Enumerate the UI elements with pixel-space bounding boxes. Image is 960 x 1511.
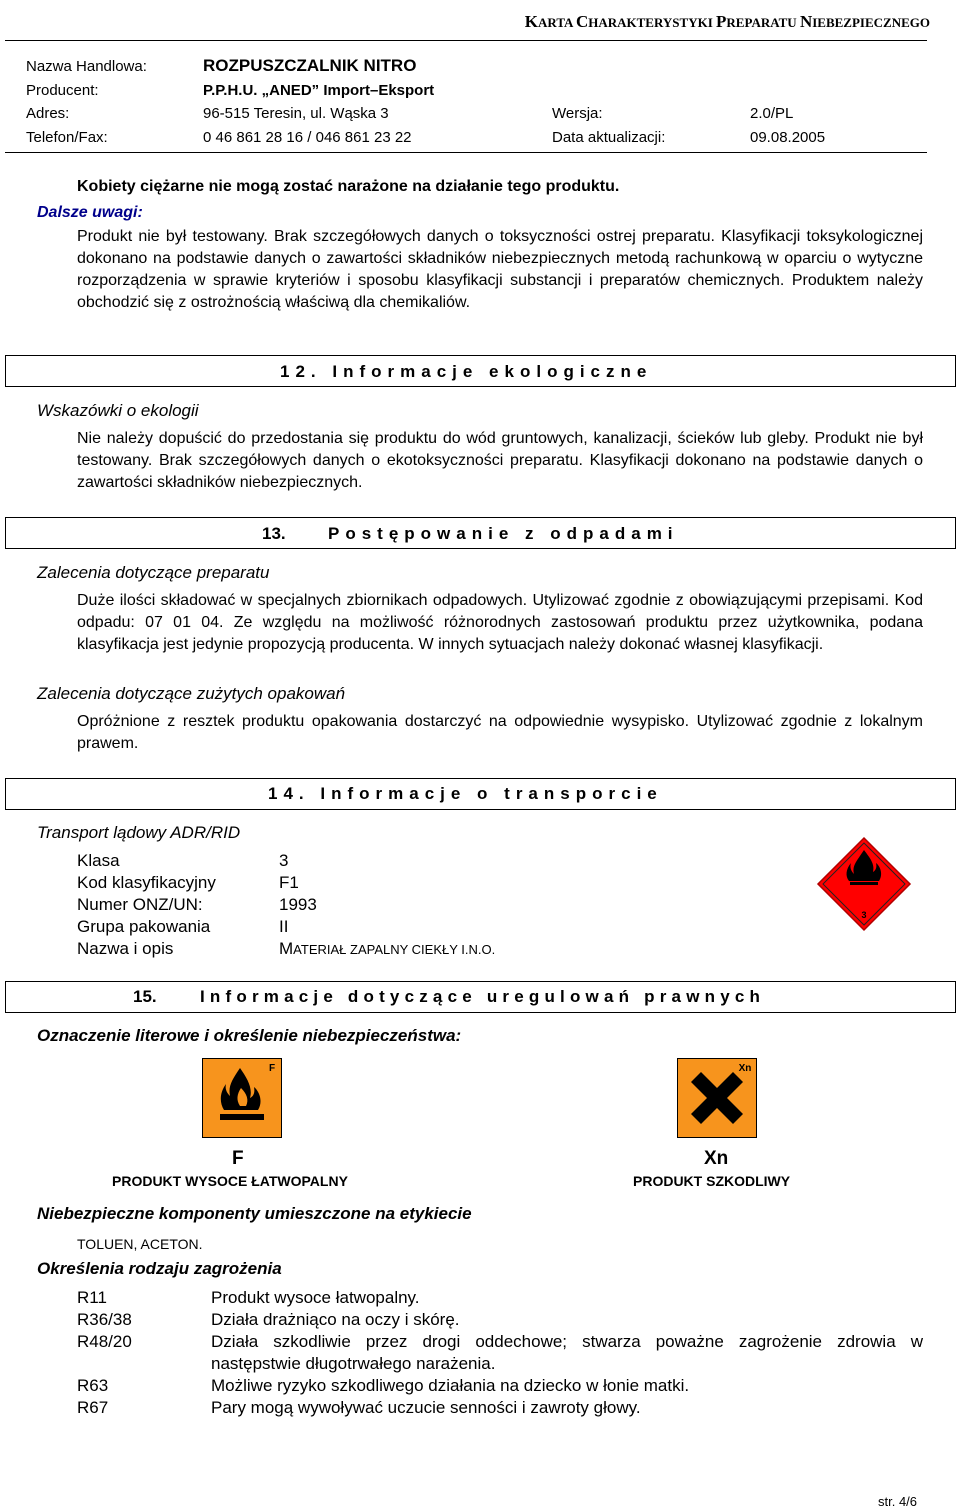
section-15-title: Informacje dotyczące uregulowań prawnych [200,987,766,1006]
phone-label: Telefon/Fax: [26,129,108,146]
section-13-subheading-2: Zalecenia dotyczące zużytych opakowań [37,684,346,703]
section-12-title: 12. Informacje ekologiczne [280,362,653,381]
transport-label-class: Klasa [77,851,120,870]
label-components: TOLUEN, ACETON. [77,1236,203,1252]
transport-value-desc: MATERIAŁ ZAPALNY CIEKŁY I.N.O. [279,939,496,958]
flammable-placard-icon [816,836,912,932]
section-15-subheading-2: Niebezpieczne komponenty umieszczone na etykiecie [37,1204,472,1223]
header-rule-bottom [5,152,927,153]
section-13-text-2: Opróżnione z resztek produktu opakowania dostarczyć na odpowiednie wysypisko. Utylizować zgodnie z lokalnym prawem. [77,713,923,752]
section-14-title: 14. Informacje o transporcie [268,784,663,803]
section-15-subheading-1: Oznaczenie literowe i określenie niebezpieczeństwa: [37,1026,462,1045]
header-rule-top [5,40,927,41]
update-label: Data aktualizacji: [552,129,666,146]
address: 96-515 Teresin, ul. Wąska 3 [203,105,389,122]
placard-number: 3 [861,910,867,920]
transport-value-un: 1993 [279,895,317,914]
harmful-symbol-icon [677,1058,757,1138]
r-phrase-code: R48/20 [77,1332,132,1351]
transport-value-class: 3 [279,851,289,870]
section-13-subheading-1: Zalecenia dotyczące preparatu [37,563,270,582]
transport-value-code: F1 [279,873,299,892]
r-phrase-text: Działa drażniąco na oczy i skórę. [211,1310,460,1329]
further-notes-text: Produkt nie był testowany. Brak szczegółowych danych o toksyczności ostrej preparatu. Klasyfikacji toksykologicznej dokonano na podstawie danych o zawartości składników niebezpiecznych metodą rachunkową w oparciu o wytyczne rozporządzenia w sprawie kryteriów i sposobu klasyfikacji substancji i preparatów chemicznych. Produktem należy obchodzić się z ostrożnością właściwą dla chemikaliów. [77,228,923,311]
symbol-f-caption: PRODUKT WYSOCE ŁATWOPALNY [112,1173,348,1189]
transport-label-desc: Nazwa i opis [77,939,174,958]
transport-label-code: Kod klasyfikacyjny [77,873,216,892]
r-phrase-code: R11 [77,1288,107,1307]
section-15-subheading-3: Określenia rodzaju zagrożenia [37,1259,282,1278]
section-13-title: Postępowanie z odpadami [328,524,679,543]
symbol-xn-caption: PRODUKT SZKODLIWY [633,1173,791,1189]
r-phrase-code: R63 [77,1376,109,1395]
section-13-text-1: Duże ilości składować w specjalnych zbiornikach odpadowych. Utylizować zgodnie z obowiązującymi przepisami. Kod odpadu: 07 01 04. Ze względu na możliwość różnorodnych zastosowań produktu przez użytkownika, podana klasyfikacja jest jedynie propozycją producenta. W innych sytuacjach należy dokonać własnej klasyfikacji. [77,592,923,653]
highly-flammable-symbol-icon [202,1058,282,1138]
section-12-subheading: Wskazówki o ekologii [37,401,199,420]
producer-label: Producent: [26,82,99,99]
version-label: Wersja: [552,105,603,122]
transport-label-un: Numer ONZ/UN: [77,895,203,914]
producer: P.P.H.U. „ANED” Import–Eksport [203,82,435,99]
version: 2.0/PL [750,105,794,122]
document-title: KARTA CHARAKTERYSTYKI PREPARATU NIEBEZPIECZNEGO [524,12,930,31]
update-date: 09.08.2005 [750,129,826,146]
symbol-xn-corner-label: Xn [738,1063,752,1074]
section-14-subheading: Transport lądowy ADR/RID [37,823,241,842]
transport-label-group: Grupa pakowania [77,917,211,936]
trade-name-label: Nazwa Handlowa: [26,58,147,75]
address-label: Adres: [26,105,70,122]
transport-value-group: II [279,917,289,936]
phone: 0 46 861 28 16 / 046 861 23 22 [203,129,412,146]
page-number: str. 4/6 [878,1494,918,1509]
pregnant-warning: Kobiety ciężarne nie mogą zostać narażone na działanie tego produktu. [77,178,620,195]
symbol-f-corner-label: F [268,1063,276,1074]
r-phrase-text: Pary mogą wywoływać uczucie senności i zawroty głowy. [211,1398,641,1417]
symbol-xn-letter: Xn [704,1148,729,1169]
further-notes-heading: Dalsze uwagi: [37,204,143,221]
section-15-number: 15. [133,987,157,1006]
r-phrase-text: Produkt wysoce łatwopalny. [211,1288,420,1307]
r-phrase-code: R36/38 [77,1310,132,1329]
r-phrase-code: R67 [77,1398,109,1417]
section-12-text: Nie należy dopuścić do przedostania się produktu do wód gruntowych, kanalizacji, ścieków lub gleby. Produkt nie był testowany. Brak szczegółowych danych o ekotoksyczności preparatu. Klasyfikacji dokonano na podstawie danych o zawartości składników niebezpiecznych. [77,430,923,491]
trade-name: ROZPUSZCZALNIK NITRO [203,56,417,75]
r-phrase-text: Działa szkodliwie przez drogi oddechowe; stwarza poważne zagrożenie zdrowia w następstwie długotrwałego narażenia. [211,1332,923,1373]
r-phrase-text: Możliwe ryzyko szkodliwego działania na dziecko w łonie matki. [211,1376,690,1395]
symbol-f-letter: F [232,1148,244,1169]
section-13-number: 13. [262,524,286,543]
